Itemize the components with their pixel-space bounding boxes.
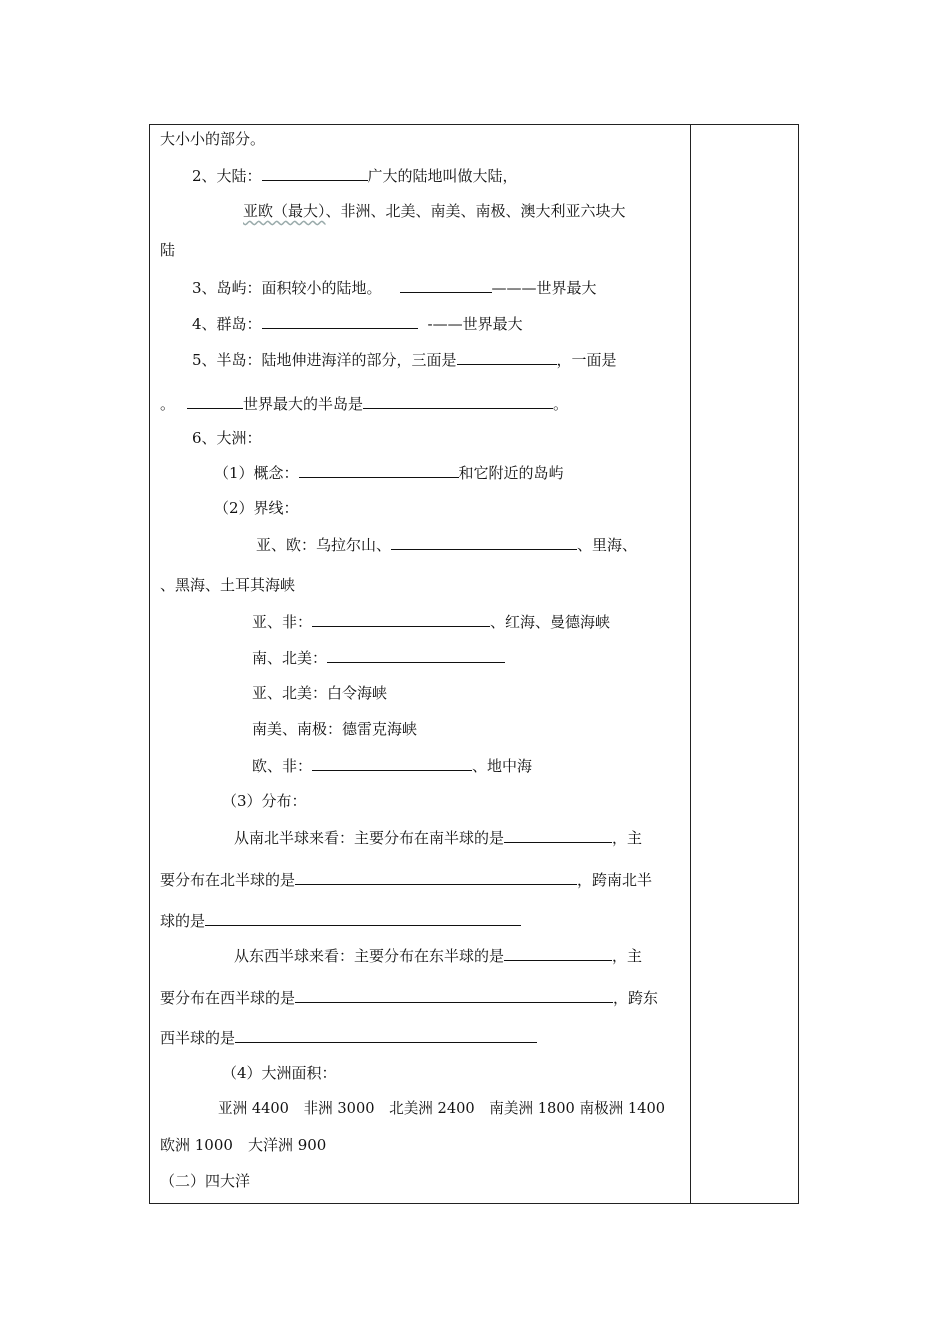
text-line: 3、岛屿：面积较小的陆地。 ———世界最大 — [192, 279, 597, 297]
text-line: 、黑海、土耳其海峡 — [160, 576, 296, 594]
text-line: （3）分布： — [222, 792, 307, 810]
text-line: 欧、非： 、地中海 — [252, 757, 533, 775]
answer-blank[interactable] — [363, 393, 553, 409]
answer-blank[interactable] — [299, 462, 459, 478]
answer-blank[interactable] — [235, 1027, 537, 1043]
text-line: （2）界线： — [214, 499, 299, 517]
answer-blank[interactable] — [187, 393, 243, 409]
answer-blank[interactable] — [391, 534, 577, 550]
text-line: （4）大洲面积： — [222, 1064, 337, 1082]
answer-blank[interactable] — [262, 165, 368, 181]
text-line: 亚、非： 、红海、曼德海峡 — [252, 613, 611, 631]
answer-blank[interactable] — [205, 910, 521, 926]
answer-blank[interactable] — [312, 755, 472, 771]
column-divider — [690, 124, 691, 1204]
text-line: 球的是 — [160, 910, 521, 931]
text-line: 大小小的部分。 — [160, 130, 266, 148]
text-line: 亚洲 4400 非洲 3000 北美洲 2400 南美洲 1800 南极洲 1400 — [218, 1100, 666, 1117]
text-line: 4、群岛： -——世界最大 — [192, 315, 523, 333]
text-line: 南美、南极：德雷克海峡 — [252, 720, 418, 738]
text-line: 亚、北美：白令海峡 — [252, 684, 388, 702]
answer-blank[interactable] — [295, 987, 613, 1003]
text-line: 。 世界最大的半岛是 。 — [160, 395, 569, 413]
text-line: 2、大陆： 广大的陆地叫做大陆， — [192, 167, 518, 185]
text-line: 欧洲 1000 大洋洲 900 — [160, 1136, 327, 1154]
answer-blank[interactable] — [262, 313, 418, 329]
answer-blank[interactable] — [504, 827, 612, 843]
text-line: 5、半岛：陆地伸进海洋的部分，三面是 ，一面是 — [192, 351, 617, 369]
text-line: 亚、欧：乌拉尔山、 、里海、 — [256, 536, 638, 554]
text-line: （二）四大洋 — [160, 1172, 251, 1190]
answer-blank[interactable] — [504, 945, 612, 961]
text-line: 要分布在北半球的是 ，跨南北半 — [160, 871, 653, 889]
text-line: 要分布在西半球的是 ，跨东 — [160, 989, 659, 1007]
answer-blank[interactable] — [400, 277, 492, 293]
answer-blank[interactable] — [295, 869, 577, 885]
text-line: 南、北美： — [252, 647, 505, 668]
text-line: 6、大洲： — [192, 429, 262, 447]
text-line: 从东西半球来看：主要分布在东半球的是 ，主 — [234, 947, 643, 965]
text-line: 陆 — [160, 241, 176, 259]
text-line: 亚欧（最大）、非洲、北美、南美、南极、澳大利亚六块大 — [243, 202, 626, 220]
answer-blank[interactable] — [327, 647, 505, 663]
text-line: 从南北半球来看：主要分布在南半球的是 ，主 — [234, 829, 643, 847]
text-line: 西半球的是 — [160, 1027, 537, 1048]
text-line: （1）概念： 和它附近的岛屿 — [214, 464, 564, 482]
answer-blank[interactable] — [457, 349, 557, 365]
answer-blank[interactable] — [312, 611, 490, 627]
